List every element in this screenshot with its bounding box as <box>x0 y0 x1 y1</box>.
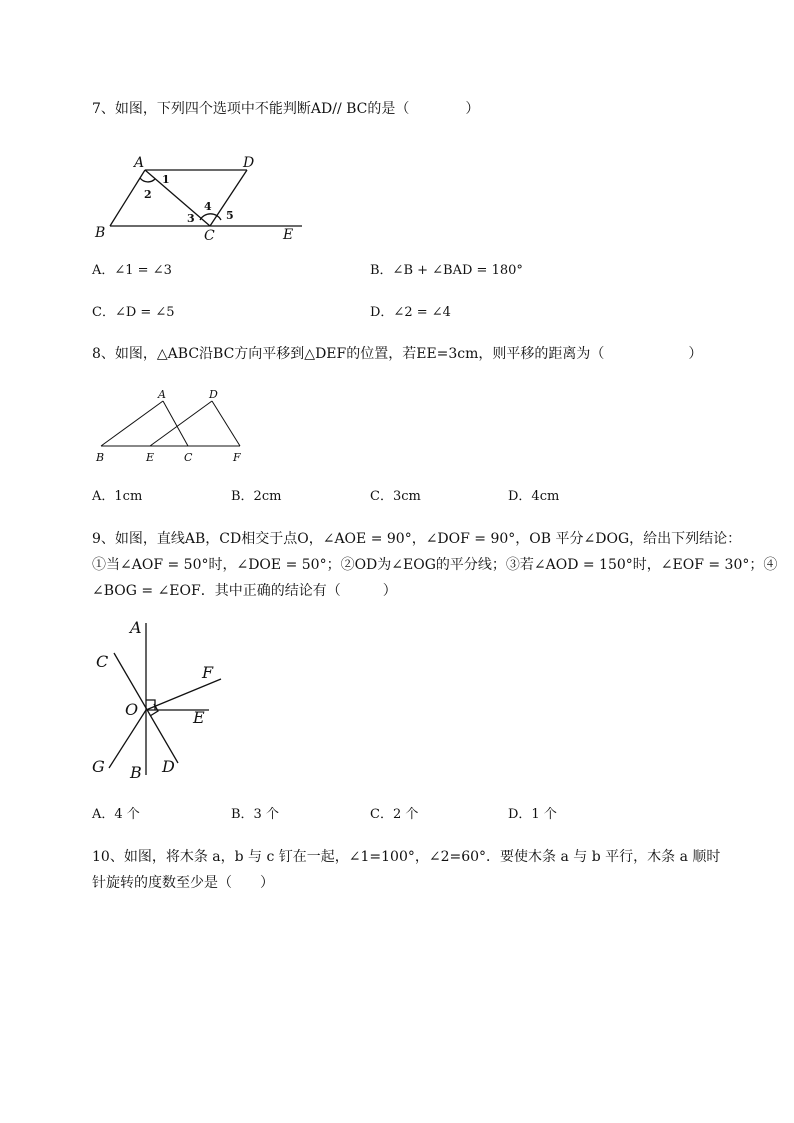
angle-arc-A <box>140 178 155 182</box>
q7-option-c[interactable]: C．∠D = ∠5 <box>92 305 175 320</box>
q10-stem-line2: 针旋转的度数至少是（ ） <box>92 875 274 891</box>
q8-option-a[interactable]: A．1cm <box>92 489 143 504</box>
segment-AC <box>145 170 210 226</box>
q9-figure <box>88 615 238 789</box>
q9-stem-line3: ∠BOG = ∠EOF．其中正确的结论有（ ） <box>92 583 397 599</box>
q8-figure <box>90 385 250 471</box>
q9-stem-line2: ①当∠AOF = 50°时，∠DOE = 50°；②OD为∠EOG的平分线；③若∠AOD = 150°时，∠EOF = 30°；④ <box>92 557 778 573</box>
label-G: G <box>92 757 105 776</box>
q9-stem-line1: 9、如图，直线AB，CD相交于点O，∠AOE = 90°，∠DOF = 90°，OB 平分∠DOG，给出下列结论： <box>92 531 742 547</box>
label-A: A <box>158 388 166 401</box>
segment-DF <box>212 401 240 446</box>
segment-BA <box>101 401 163 446</box>
label-E: E <box>283 227 294 243</box>
segment-AC <box>163 401 188 446</box>
label-F: F <box>202 663 214 682</box>
angle-label-1: 1 <box>162 173 170 186</box>
label-E: E <box>146 451 155 464</box>
label-B: B <box>95 225 106 241</box>
label-C: C <box>96 652 109 671</box>
q7-stem: 7、如图，下列四个选项中不能判断AD// BC的是（ ） <box>92 101 480 117</box>
label-B: B <box>96 451 105 464</box>
angle-label-4: 4 <box>204 200 212 213</box>
q8-stem: 8、如图，△ABC沿BC方向平移到△DEF的位置，若EE=3cm，则平移的距离为（ ） <box>92 346 703 362</box>
q9-option-a[interactable]: A．4 个 <box>92 807 140 822</box>
angle-label-5: 5 <box>226 209 234 222</box>
q9-option-b[interactable]: B．3 个 <box>231 807 279 822</box>
q9-option-d[interactable]: D．1 个 <box>508 807 557 822</box>
angle-label-3: 3 <box>187 212 195 225</box>
angle-label-2: 2 <box>144 188 152 201</box>
label-C: C <box>184 451 193 464</box>
ray-OF <box>146 679 221 710</box>
label-D: D <box>162 757 175 776</box>
q7-option-a[interactable]: A．∠1 = ∠3 <box>92 263 172 278</box>
q8-option-c[interactable]: C．3cm <box>370 489 421 504</box>
q8-option-b[interactable]: B．2cm <box>231 489 282 504</box>
label-D: D <box>209 388 218 401</box>
q7-option-d[interactable]: D．∠2 = ∠4 <box>370 305 451 320</box>
q8-option-d[interactable]: D．4cm <box>508 489 560 504</box>
label-A: A <box>134 155 145 171</box>
q7-option-b[interactable]: B．∠B + ∠BAD = 180° <box>370 263 523 278</box>
label-C: C <box>204 228 215 244</box>
label-F: F <box>233 451 241 464</box>
label-B: B <box>130 763 142 782</box>
label-E: E <box>193 708 205 727</box>
label-A: A <box>130 618 142 637</box>
q9-option-c[interactable]: C．2 个 <box>370 807 419 822</box>
segment-ED <box>150 401 212 446</box>
label-D: D <box>243 155 255 171</box>
q7-figure <box>90 150 320 249</box>
q10-stem-line1: 10、如图，将木条 a，b 与 c 钉在一起，∠1=100°，∠2=60°．要使木条 a 与 b 平行，木条 a 顺时 <box>92 849 721 865</box>
label-O: O <box>125 700 139 719</box>
